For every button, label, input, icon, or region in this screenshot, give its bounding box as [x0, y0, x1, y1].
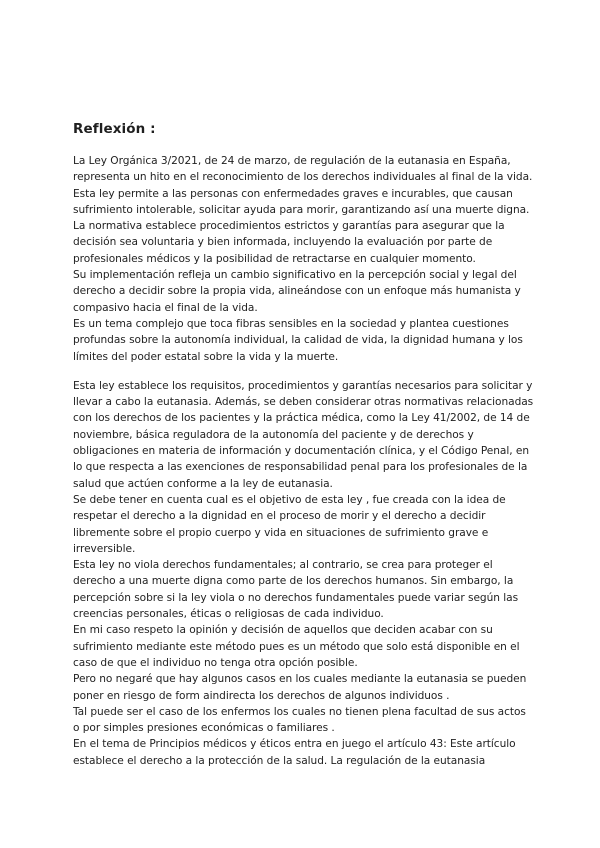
document-page	[73, 119, 535, 769]
page-title: Reflexión :	[73, 121, 156, 137]
paragraph-opinion: En mi caso respeto la opinión y decisión de aquellos que deciden acabar con su sufrimiento mediante este método pues es un método que solo está disponible en el caso de que el individuo no tenga otra opción posible.	[73, 624, 520, 669]
paragraph-ley-organica: La Ley Orgánica 3/2021, de 24 de marzo, de regulación de la eutanasia en España, representa un hito en el reconocimiento de los derechos individuales al final de la vida. Esta ley permite a las personas con enfermedades graves e incurables, que causan sufrimiento intolerable, solicitar ayuda para morir, garantizando así una muerte digna. La normativa establece procedimientos estrictos y garantías para asegurar que la decisión sea voluntaria y bien informada, incluyendo la evaluación por parte de profesionales médicos y la posibilidad de retractarse en cualquier momento.	[73, 155, 533, 265]
paragraph-derechos-fundamentales: Esta ley no viola derechos fundamentales; al contrario, se crea para proteger el derecho a una muerte digna como parte de los derechos humanos. Sin embargo, la percepción sobre si la ley viola o no derechos fundamentales puede variar según las creencias personales, éticas o religiosas de cada individuo.	[73, 559, 519, 621]
paragraph-principios: En el tema de Principios médicos y éticos entra en juego el artículo 43: Este artículo establece el derecho a la protección de la salud. La regulación de la eutanasia	[73, 738, 516, 767]
paragraph-requisitos: Esta ley establece los requisitos, procedimientos y garantías necesarios para solicitar y llevar a cabo la eutanasia. Además, se deben considerar otras normativas relacionadas con los derechos de los pacientes y la práctica médica, como la Ley 41/2002, de 14 de noviembre, básica reguladora de la autonomía del paciente y de derechos y obligaciones en materia de información y documentación clínica, y el Código Penal, en lo que respecta a las exenciones de responsabilidad penal para los profesionales de la salud que actúen conforme a la ley de eutanasia.	[73, 379, 534, 490]
paragraph-spacer	[73, 365, 535, 378]
paragraph-objetivo: Se debe tener en cuenta cual es el objetivo de esta ley , fue creada con la idea de respetar el derecho a la dignidad en el proceso de morir y el derecho a decidir libremente sobre el propio cuerpo y vida en situaciones de sufrimiento grave e irreversible.	[73, 493, 506, 555]
paragraph-riesgos: Pero no negaré que hay algunos casos en los cuales mediante la eutanasia se pueden poner en riesgo de form aindirecta los derechos de algunos individuos .	[73, 673, 527, 702]
paragraph-tema-complejo: Es un tema complejo que toca fibras sensibles en la sociedad y plantea cuestiones profundas sobre la autonomía individual, la calidad de vida, la dignidad humana y los límites del poder estatal sobre la vida y la muerte.	[73, 317, 523, 363]
paragraph-enfermos: Tal puede ser el caso de los enfermos los cuales no tienen plena facultad de sus actos o por simples presiones económicas o familiares .	[73, 705, 526, 735]
paragraph-implementacion: Su implementación refleja un cambio significativo en la percepción social y legal del derecho a decidir sobre la propia vida, alineándose con un enfoque más humanista y compasivo hacia el final de la vida.	[73, 269, 521, 314]
